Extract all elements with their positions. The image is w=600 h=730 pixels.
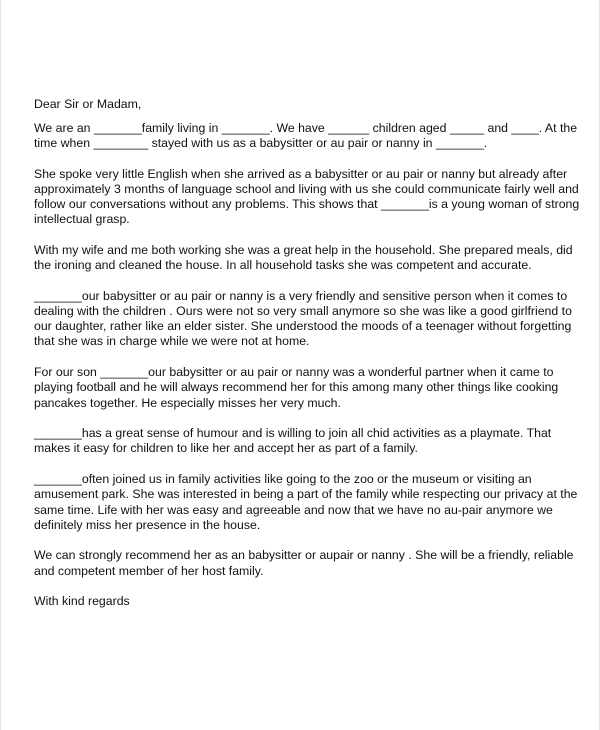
paragraph-household-help: With my wife and me both working she was a great help in the household. She prepared meals, did the ironing and cleaned the house. In all household tasks she was competent and accurate.	[34, 242, 573, 273]
letter-greeting: Dear Sir or Madam,	[34, 97, 142, 111]
paragraph-son-partner: For our son _______our babysitter or au pair or nanny was a wonderful partner when it came to playing football and he will always recommend her for this among many other things like cooking pancakes together. He especially misses her very much.	[34, 365, 559, 410]
paragraph-family-intro: We are an _______family living in _______. We have ______ children aged _____ and ____. At the time when ________ stayed with us as a babysitter or au pair or nanny in _______.	[34, 120, 578, 150]
paragraph-english-skills: She spoke very little English when she arrived as a babysitter or au pair or nanny but already after approximately 3 months of language school and living with us she could communicate fairly well and follow our conversations without any problems. This shows that _______is a young woman of strong intellectual grasp.	[34, 166, 580, 227]
paragraph-recommendation: We can strongly recommend her as an babysitter or aupair or nanny . She will be a friendly, reliable and competent member of her host family.	[34, 548, 574, 578]
page-border-left	[0, 0, 1, 730]
paragraph-friendly-person: _______our babysitter or au pair or nanny is a very friendly and sensitive person when it comes to dealing with the children . Ours were not so very small anymore so she was like a good girlfriend to our daughter, rather like an elder sister. She understood the moods of a teenager without forgetting that she was in charge while we were not at home.	[34, 288, 572, 349]
letter-closing: With kind regards	[34, 594, 130, 609]
paragraph-sense-of-humour: _______has a great sense of humour and is willing to join all chid activities as a playmate. That makes it easy for children to like her and accept her as part of a family.	[34, 426, 552, 456]
paragraph-family-activities: _______often joined us in family activities like going to the zoo or the museum or visiting an amusement park. She was interested in being a part of the family while respecting our privacy at the same time. Life with her was easy and agreeable and now that we have no au-pair anymore we definitely miss her presence in the house.	[34, 472, 578, 532]
letter-body	[34, 97, 580, 625]
